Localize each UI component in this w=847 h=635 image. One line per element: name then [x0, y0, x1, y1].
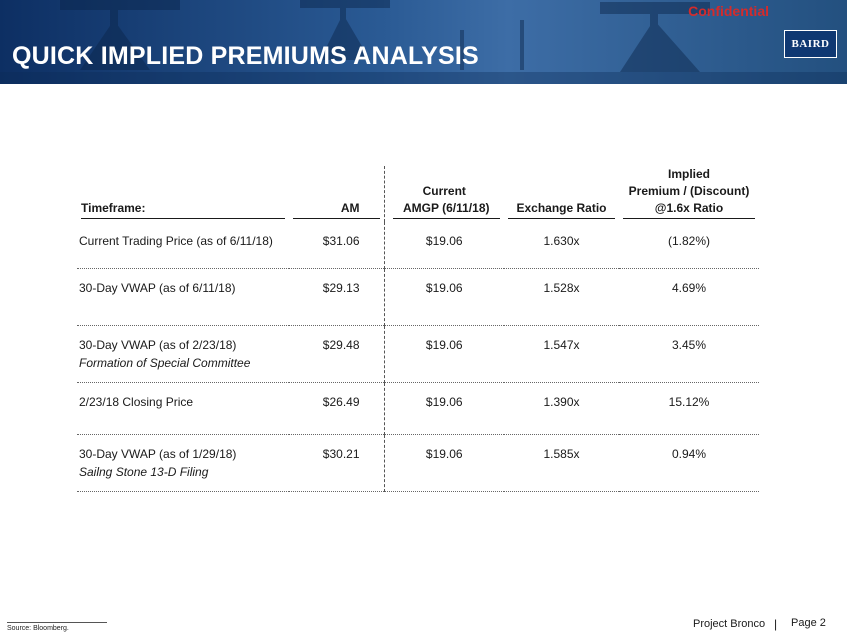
source-divider [7, 622, 107, 623]
timeframe-cell [77, 434, 289, 491]
project-name: Project Bronco [693, 618, 766, 630]
table-row [77, 268, 759, 325]
source-note: Source: Bloomberg. [7, 625, 69, 632]
amgp-price-cell: $19.06 [384, 325, 504, 382]
premiums-table [77, 166, 759, 492]
exchange-ratio-cell: 1.585x [504, 434, 619, 491]
timeframe-cell: 30-Day VWAP (as of 6/11/18) [77, 268, 289, 325]
amgp-price-cell: $19.06 [384, 268, 504, 325]
premiums-table-container [77, 166, 759, 492]
timeframe-cell: Current Trading Price (as of 6/11/18) [77, 222, 289, 268]
table-row [77, 325, 759, 382]
am-price-cell: $29.48 [289, 325, 384, 382]
page-number: Page 2 [791, 617, 826, 629]
am-price-cell: $26.49 [289, 382, 384, 434]
timeframe-label: 30-Day VWAP (as of 1/29/18) [79, 446, 237, 461]
timeframe-header: Timeframe: [77, 166, 289, 222]
exchange-ratio-cell: 1.528x [504, 268, 619, 325]
footer-separator: | [774, 617, 778, 631]
timeframe-label: 30-Day VWAP (as of 2/23/18) [79, 337, 237, 352]
am-price-cell: $31.06 [289, 222, 384, 268]
timeframe-cell: 2/23/18 Closing Price [77, 382, 289, 434]
exchange-ratio-cell: 1.630x [504, 222, 619, 268]
am-price-cell: $30.21 [289, 434, 384, 491]
page-title: QUICK IMPLIED PREMIUMS ANALYSIS [12, 42, 479, 70]
implied-premium-cell: (1.82%) [619, 222, 759, 268]
implied-premium-header: Implied Premium / (Discount) @1.6x Ratio [619, 166, 759, 222]
amgp-price-cell: $19.06 [384, 382, 504, 434]
amgp-price-cell: $19.06 [384, 434, 504, 491]
exchange-ratio-cell: 1.547x [504, 325, 619, 382]
implied-premium-cell: 4.69% [619, 268, 759, 325]
implied-premium-cell: 15.12% [619, 382, 759, 434]
exchange-ratio-cell: 1.390x [504, 382, 619, 434]
timeframe-note: Formation of Special Committee [79, 355, 251, 370]
implied-premium-cell: 3.45% [619, 325, 759, 382]
table-row [77, 382, 759, 434]
timeframe-cell [77, 325, 289, 382]
table-header-row [77, 166, 759, 222]
am-header: AM [289, 166, 384, 222]
baird-logo: BAIRD [784, 30, 837, 58]
confidential-label: Confidential [688, 3, 769, 19]
timeframe-note: Sailng Stone 13-D Filing [79, 464, 209, 479]
exchange-ratio-header: Exchange Ratio [504, 166, 619, 222]
table-row [77, 434, 759, 491]
amgp-price-cell: $19.06 [384, 222, 504, 268]
implied-premium-cell: 0.94% [619, 434, 759, 491]
am-price-cell: $29.13 [289, 268, 384, 325]
table-row [77, 222, 759, 268]
amgp-header: Current AMGP (6/11/18) [384, 166, 504, 222]
